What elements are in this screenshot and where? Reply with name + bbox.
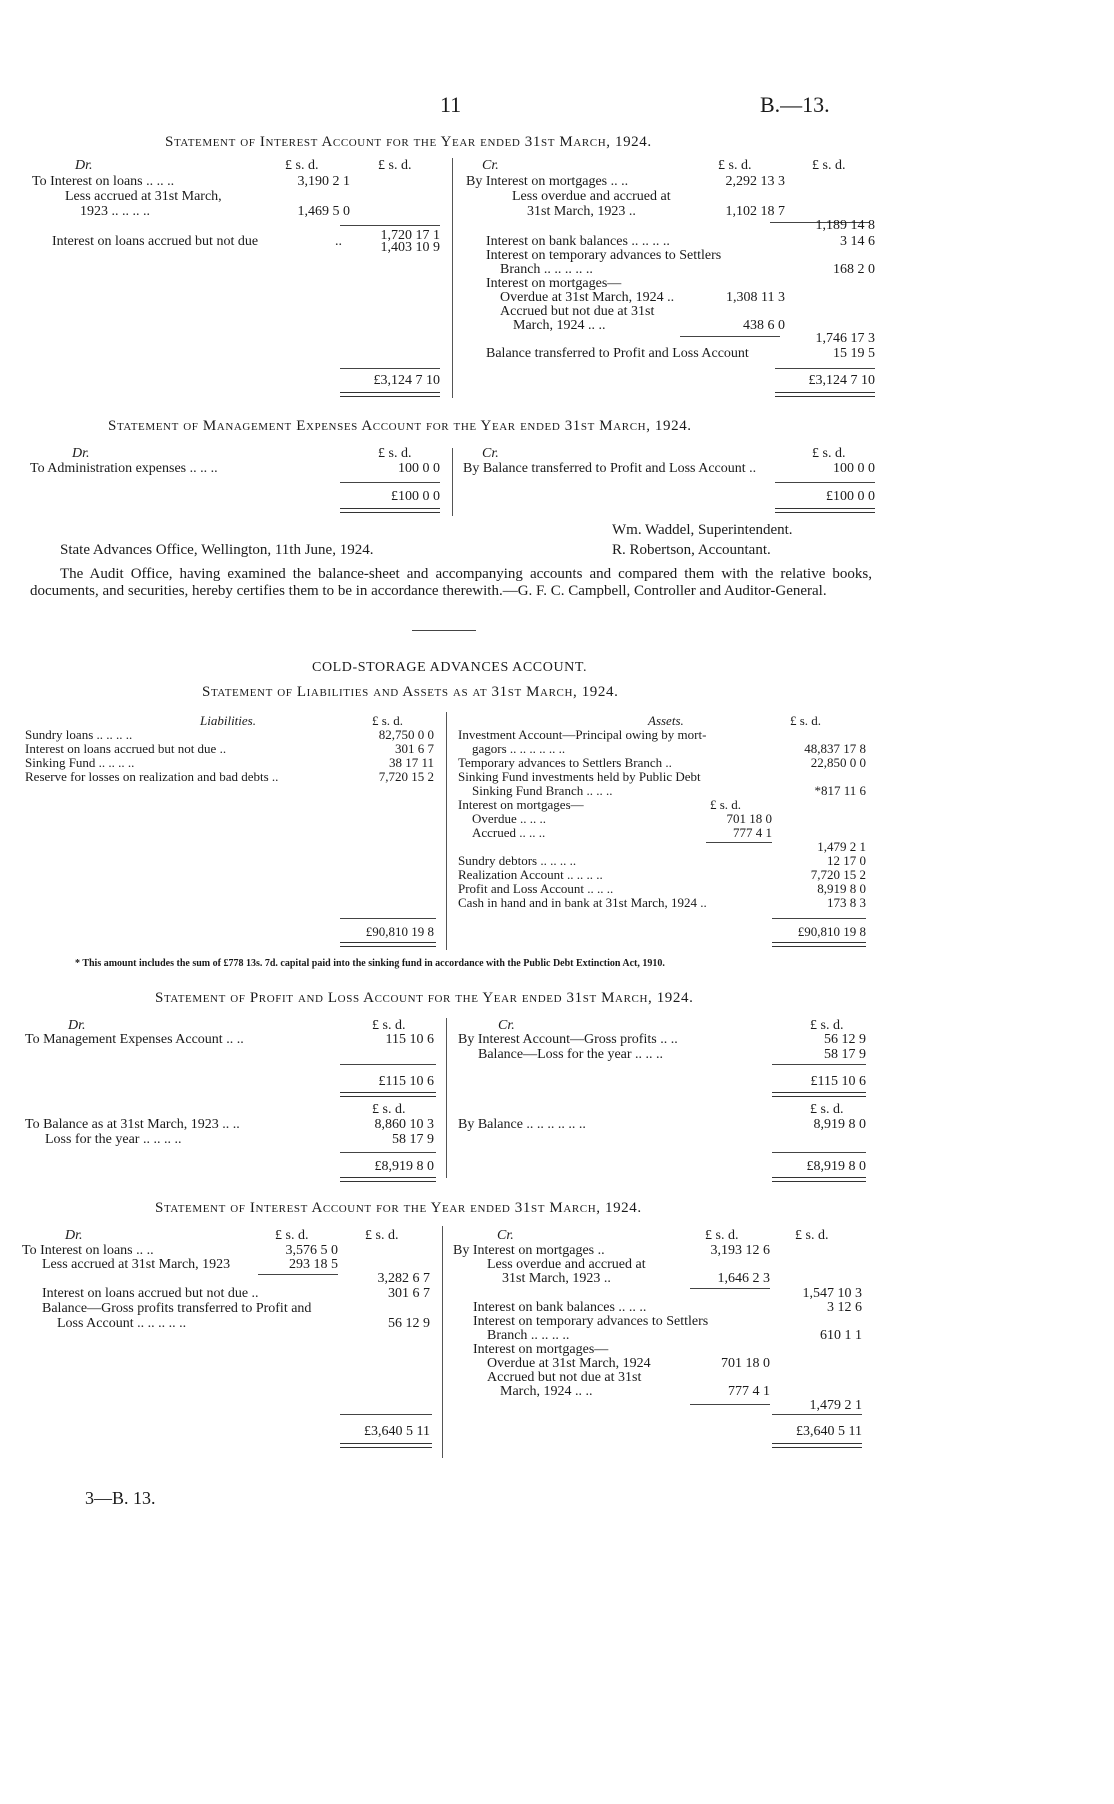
entry-amount: 2,292 13 3: [725, 174, 785, 189]
rule: [772, 1064, 866, 1065]
total-amount: £90,810 19 8: [365, 924, 434, 939]
entry-label: Reserve for losses on realization and bad debts ..: [25, 769, 279, 784]
entry-amount: 1,746 17 3: [815, 331, 875, 346]
entry-label: Investment Account—Principal owing by mort-: [458, 727, 707, 742]
currency-header: £ s. d.: [710, 797, 742, 812]
entry-label: Cash in hand and in bank at 31st March, 1924 ..: [458, 895, 707, 910]
entry-label: Less accrued at 31st March,: [65, 189, 222, 204]
cold-storage-divider: [446, 712, 447, 950]
cold-storage-heading: COLD-STORAGE ADVANCES ACCOUNT.: [312, 660, 588, 675]
entry-label: Interest on mortgages—: [458, 797, 584, 812]
entry-label: Less overdue and accrued at: [487, 1257, 646, 1272]
section1-divider: [452, 158, 453, 398]
currency-header: £ s. d.: [285, 158, 319, 173]
entry-amount: 22,850 0 0: [810, 755, 866, 770]
total-amount: £3,124 7 10: [808, 373, 875, 388]
entry-amount: 8,919 8 0: [813, 1117, 866, 1132]
entry-amount: 1,308 11 3: [726, 290, 785, 305]
total-amount: £100 0 0: [826, 489, 875, 504]
total-amount: £115 10 6: [810, 1074, 866, 1089]
entry-label: Sundry loans .. .. .. ..: [25, 727, 133, 742]
entry-label: Loss Account .. .. .. .. ..: [57, 1316, 187, 1331]
currency-header: £ s. d.: [810, 1018, 844, 1033]
entry-amount: 1,102 18 7: [725, 204, 785, 219]
entry-amount: 168 2 0: [833, 262, 875, 277]
entry-amount: *817 11 6: [814, 783, 866, 798]
entry-label: Balance—Loss for the year .. .. ..: [478, 1047, 664, 1062]
entry-amount: 15 19 5: [833, 346, 875, 361]
office-dateline: State Advances Office, Wellington, 11th June, 1924.: [60, 542, 374, 558]
rule: [775, 482, 875, 483]
entry-label: Overdue .. .. ..: [472, 811, 547, 826]
entry-amount: 100 0 0: [833, 461, 875, 476]
rule: [340, 1152, 436, 1153]
entry-label: To Interest on loans .. ..: [22, 1243, 154, 1258]
entry-label: By Balance .. .. .. .. .. ..: [458, 1117, 586, 1132]
entry-label: Interest on loans accrued but not due ..: [42, 1286, 259, 1301]
currency-header: £ s. d.: [795, 1228, 829, 1243]
entry-label: Less accrued at 31st March, 1923: [42, 1257, 231, 1272]
rule: [340, 918, 436, 919]
entry-amount: 1,720 17 1: [380, 228, 440, 243]
entry-amount: 777 4 1: [733, 825, 772, 840]
rule: [772, 1414, 862, 1415]
entry-label: Interest on loans accrued but not due ..: [25, 741, 227, 756]
entry-label: Overdue at 31st March, 1924 ..: [500, 290, 675, 305]
entry-amount: 3,576 5 0: [285, 1243, 338, 1258]
double-rule: [340, 942, 436, 947]
entry-amount: 8,919 8 0: [817, 881, 866, 896]
page-number: 11: [440, 92, 462, 117]
separator: [412, 630, 476, 631]
currency-header: £ s. d.: [378, 158, 412, 173]
entry-label: Interest on bank balances .. .. ..: [473, 1300, 647, 1315]
entry-label: 1923 .. .. .. ..: [80, 204, 150, 219]
entry-amount: 1,403 10 9: [380, 240, 440, 255]
entry-amount: 777 4 1: [728, 1384, 770, 1399]
currency-header: £ s. d.: [810, 1102, 844, 1117]
total-amount: £3,640 5 11: [796, 1424, 862, 1439]
section4-divider: [446, 1018, 447, 1178]
audit-certificate: The Audit Office, having examined the balance-sheet and accompanying accounts and compared them with the relative books, documents, and securities, hereby certifies them to be in accordance therewith.—G. F. C. Campbell, Controller and Auditor-General.: [30, 566, 872, 599]
entry-label: Branch .. .. .. ..: [487, 1328, 570, 1343]
entry-label: Accrued .. .. ..: [472, 825, 546, 840]
section5-title: Statement of Interest Account for the Year ended 31st March, 1924.: [155, 1200, 642, 1216]
entry-amount: 100 0 0: [398, 461, 440, 476]
double-rule: [772, 1443, 862, 1448]
double-rule: [340, 1092, 436, 1097]
entry-label: Realization Account .. .. .. ..: [458, 867, 603, 882]
double-rule: [340, 392, 440, 397]
currency-header: £ s. d.: [365, 1228, 399, 1243]
entry-label: Sinking Fund Branch .. .. ..: [472, 783, 613, 798]
entry-amount: 293 18 5: [289, 1257, 338, 1272]
total-amount: £8,919 8 0: [806, 1159, 866, 1174]
rule: [340, 225, 440, 226]
entry-label: Sundry debtors .. .. .. ..: [458, 853, 577, 868]
total-amount: £115 10 6: [378, 1074, 434, 1089]
section1-title: Statement of Interest Account for the Year ended 31st March, 1924.: [165, 134, 652, 150]
entry-amount: 56 12 9: [388, 1316, 430, 1331]
section5-divider: [442, 1226, 443, 1458]
entry-amount: 438 6 0: [743, 318, 785, 333]
entry-label: Interest on bank balances .. .. .. ..: [486, 234, 670, 249]
section4-title: Statement of Profit and Loss Account for the Year ended 31st March, 1924.: [155, 990, 694, 1006]
entry-amount: 58 17 9: [392, 1132, 434, 1147]
entry-amount: 48,837 17 8: [804, 741, 866, 756]
currency-header: £ s. d.: [275, 1228, 309, 1243]
entry-label: Interest on mortgages—: [486, 276, 622, 291]
entry-amount: 7,720 15 2: [378, 769, 434, 784]
entry-label: Loss for the year .. .. .. ..: [45, 1132, 182, 1147]
entry-label: By Interest Account—Gross profits .. ..: [458, 1032, 678, 1047]
entry-amount: 3 14 6: [840, 234, 875, 249]
entry-label: Interest on loans accrued but not due: [52, 234, 259, 249]
double-rule: [340, 1177, 436, 1182]
entry-amount: 38 17 11: [388, 755, 434, 770]
currency-header: £ s. d.: [705, 1228, 739, 1243]
entry-amount: 610 1 1: [820, 1328, 862, 1343]
rule: [775, 368, 875, 369]
entry-label: To Balance as at 31st March, 1923 .. ..: [25, 1117, 240, 1132]
entry-amount: 173 8 3: [827, 895, 866, 910]
rule: [340, 1414, 432, 1415]
entry-amount: 701 18 0: [721, 1356, 770, 1371]
entry-amount: 301 6 7: [388, 1286, 430, 1301]
entry-label: To Administration expenses .. .. ..: [30, 461, 218, 476]
entry-amount: 8,860 10 3: [374, 1117, 434, 1132]
rule: [772, 918, 866, 919]
entry-label: March, 1924 .. ..: [513, 318, 606, 333]
cr-label: Cr.: [482, 158, 499, 173]
entry-label: Profit and Loss Account .. .. ..: [458, 881, 614, 896]
entry-label: Interest on temporary advances to Settlers: [486, 248, 722, 263]
entry-amount: 3,282 6 7: [377, 1271, 430, 1286]
total-amount: £90,810 19 8: [797, 924, 866, 939]
entry-label: By Interest on mortgages ..: [453, 1243, 605, 1258]
cold-storage-title: Statement of Liabilities and Assets as at 31st March, 1924.: [202, 684, 619, 700]
entry-label: 31st March, 1923 ..: [527, 204, 636, 219]
rule: [340, 1064, 436, 1065]
double-rule: [340, 1443, 432, 1448]
entry-label: Temporary advances to Settlers Branch ..: [458, 755, 672, 770]
footnote: * This amount includes the sum of £778 13s. 7d. capital paid into the sinking fund in accordance with the Public Debt Extinction Act, 1910.: [75, 958, 665, 969]
double-rule: [340, 508, 440, 513]
total-amount: £3,124 7 10: [373, 373, 440, 388]
currency-header: £ s. d.: [812, 446, 846, 461]
entry-amount: 1,646 2 3: [717, 1271, 770, 1286]
total-amount: £3,640 5 11: [364, 1424, 430, 1439]
rule: [340, 368, 440, 369]
liabilities-header: Liabilities.: [200, 713, 256, 728]
entry-label: To Interest on loans .. .. ..: [32, 174, 175, 189]
double-rule: [772, 1092, 866, 1097]
entry-label: gagors .. .. .. .. .. ..: [472, 741, 566, 756]
currency-header: £ s. d.: [372, 1102, 406, 1117]
currency-header: £ s. d.: [372, 713, 404, 728]
entry-amount: 1,469 5 0: [297, 204, 350, 219]
entry-label: Interest on temporary advances to Settlers: [473, 1314, 709, 1329]
currency-header: £ s. d.: [718, 158, 752, 173]
currency-header: £ s. d.: [790, 713, 822, 728]
double-rule: [775, 508, 875, 513]
cr-label: Cr.: [498, 1018, 515, 1033]
double-rule: [772, 1177, 866, 1182]
entry-amount: 1,479 2 1: [809, 1398, 862, 1413]
page-footer: 3—B. 13.: [85, 1488, 156, 1508]
dr-label: Dr.: [72, 446, 90, 461]
entry-label: March, 1924 .. ..: [500, 1384, 593, 1399]
entry-label: By Balance transferred to Profit and Loss Account ..: [463, 461, 757, 476]
dr-label: Dr.: [65, 1228, 83, 1243]
cr-label: Cr.: [497, 1228, 514, 1243]
entry-amount: 3,190 2 1: [297, 174, 350, 189]
entry-label: To Management Expenses Account .. ..: [25, 1032, 244, 1047]
entry-amount: 301 6 7: [395, 741, 434, 756]
entry-amount: 56 12 9: [824, 1032, 866, 1047]
entry-amount: 12 17 0: [827, 853, 866, 868]
entry-amount: 1,547 10 3: [802, 1286, 862, 1301]
double-rule: [775, 392, 875, 397]
entry-label: Accrued but not due at 31st: [500, 304, 655, 319]
entry-label: Balance—Gross profits transferred to Profit and: [42, 1301, 312, 1316]
double-rule: [772, 942, 866, 947]
section2-divider: [452, 448, 453, 516]
assets-header: Assets.: [648, 713, 684, 728]
entry-label: Accrued but not due at 31st: [487, 1370, 642, 1385]
leader-dots: ..: [335, 234, 342, 249]
section2-title: Statement of Management Expenses Account for the Year ended 31st March, 1924.: [108, 418, 692, 434]
entry-amount: 1,189 14 8: [815, 218, 875, 233]
signature-superintendent: Wm. Waddel, Superintendent.: [612, 522, 793, 538]
entry-amount: 3 12 6: [827, 1300, 862, 1315]
entry-amount: 82,750 0 0: [378, 727, 434, 742]
entry-label: Interest on mortgages—: [473, 1342, 609, 1357]
cr-label: Cr.: [482, 446, 499, 461]
entry-amount: 7,720 15 2: [810, 867, 866, 882]
rule: [340, 482, 440, 483]
document-reference: B.—13.: [760, 92, 830, 117]
entry-label: Balance transferred to Profit and Loss Account: [486, 346, 749, 361]
entry-label: 31st March, 1923 ..: [502, 1271, 611, 1286]
currency-header: £ s. d.: [378, 446, 412, 461]
dr-label: Dr.: [68, 1018, 86, 1033]
dr-label: Dr.: [75, 158, 93, 173]
entry-amount: 115 10 6: [385, 1032, 434, 1047]
signature-accountant: R. Robertson, Accountant.: [612, 542, 771, 558]
total-amount: £8,919 8 0: [374, 1159, 434, 1174]
entry-label: Sinking Fund investments held by Public Debt: [458, 769, 701, 784]
entry-label: Branch .. .. .. .. ..: [500, 262, 593, 277]
entry-label: By Interest on mortgages .. ..: [466, 174, 629, 189]
rule: [772, 1152, 866, 1153]
entry-label: Sinking Fund .. .. .. ..: [25, 755, 135, 770]
entry-amount: 701 18 0: [726, 811, 772, 826]
entry-label: Less overdue and accrued at: [512, 189, 671, 204]
entry-label: Overdue at 31st March, 1924: [487, 1356, 651, 1371]
currency-header: £ s. d.: [812, 158, 846, 173]
entry-amount: 1,479 2 1: [817, 839, 866, 854]
entry-amount: 58 17 9: [824, 1047, 866, 1062]
entry-amount: 3,193 12 6: [710, 1243, 770, 1258]
total-amount: £100 0 0: [391, 489, 440, 504]
currency-header: £ s. d.: [372, 1018, 406, 1033]
